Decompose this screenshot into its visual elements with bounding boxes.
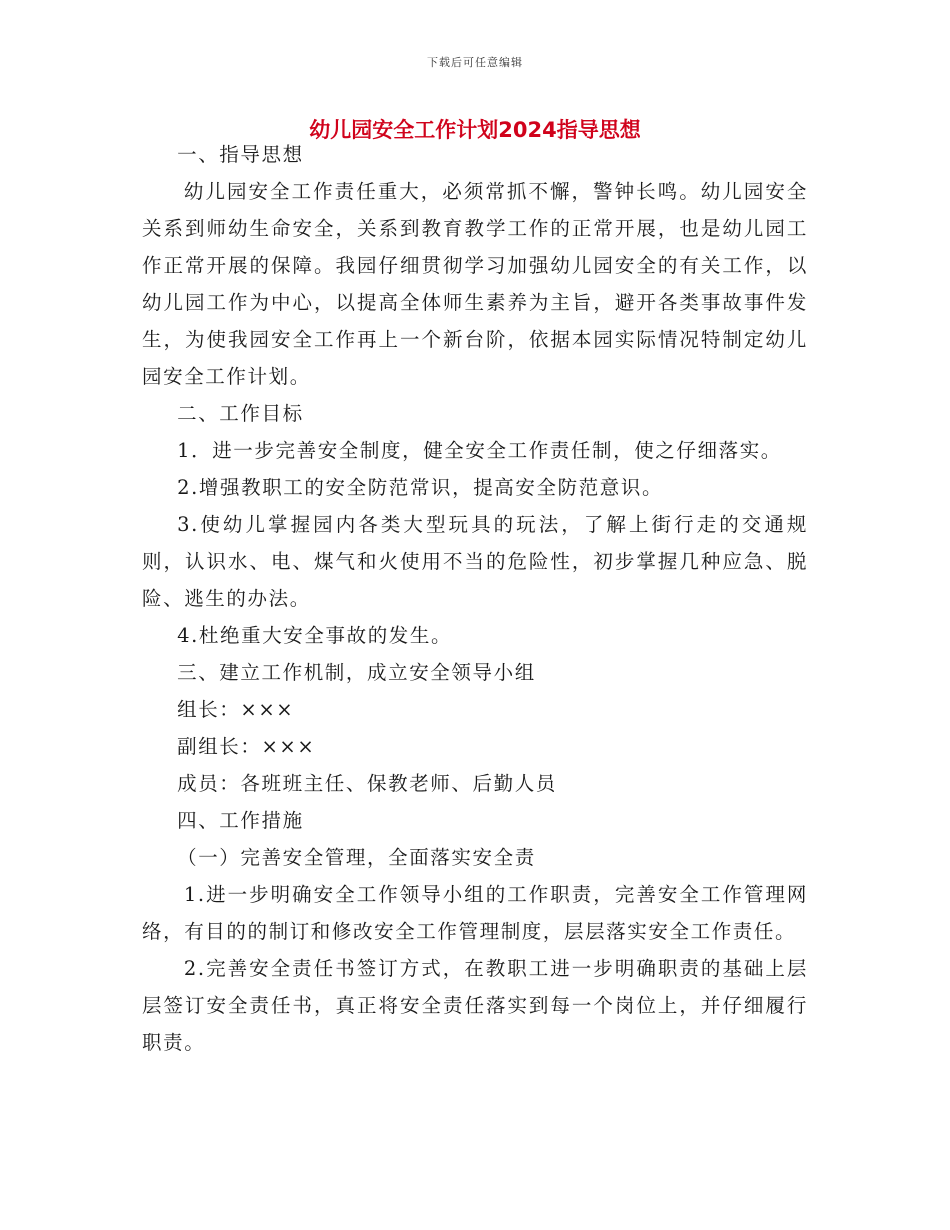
goal-item-2: 2.增强教职工的安全防范常识，提高安全防范意识。 [177,476,664,499]
subsection-heading-1: （一）完善安全管理，全面落实安全责 [177,846,536,869]
paragraph-guiding-idea: 幼儿园安全工作责任重大，必须常抓不懈，警钟长鸣。幼儿园安全关系到师幼生命安全，关系到教育教学工作的正常开展，也是幼儿园工作正常开展的保障。我园仔细贯彻学习加强幼儿园安全的有关工作，以幼儿园工作为中心，以提高全体师生素养为主旨，避开各类事故事件发生，为使我园安全工作再上一个新台阶，依据本园实际情况特制定幼儿园安全工作计划。 [142,180,808,388]
section-heading-3: 三、建立工作机制，成立安全领导小组 [177,661,536,684]
deputy-leader-line: 副组长：××× [177,735,316,758]
measure-item-2: 2.完善安全责任书签订方式，在教职工进一步明确职责的基础上层层签订安全责任书，真正将安全责任落实到每一个岗位上，并仔细履行职责。 [142,957,808,1054]
goal-item-4: 4.杜绝重大安全事故的发生。 [177,624,453,647]
goal-item-3: 3.使幼儿掌握园内各类大型玩具的玩法，了解上街行走的交通规则，认识水、电、煤气和火使用不当的危险性，初步掌握几种应急、脱险、逃生的办法。 [142,513,808,610]
document-body [142,136,808,1061]
section-heading-2: 二、工作目标 [177,402,304,425]
document-title: 幼儿园安全工作计划2024指导思想 [309,118,641,142]
header-note: 下载后可任意编辑 [427,56,523,69]
leader-line: 组长：××× [177,698,295,721]
measure-item-1: 1.进一步明确安全工作领导小组的工作职责，完善安全工作管理网络，有目的的制订和修改安全工作管理制度，层层落实安全工作责任。 [142,883,808,943]
goal-item-1: 1．进一步完善安全制度，健全安全工作责任制，使之仔细落实。 [177,439,782,462]
section-heading-4: 四、工作措施 [177,809,304,832]
section-heading-1: 一、指导思想 [177,143,304,166]
members-line: 成员：各班班主任、保教老师、后勤人员 [177,772,557,795]
